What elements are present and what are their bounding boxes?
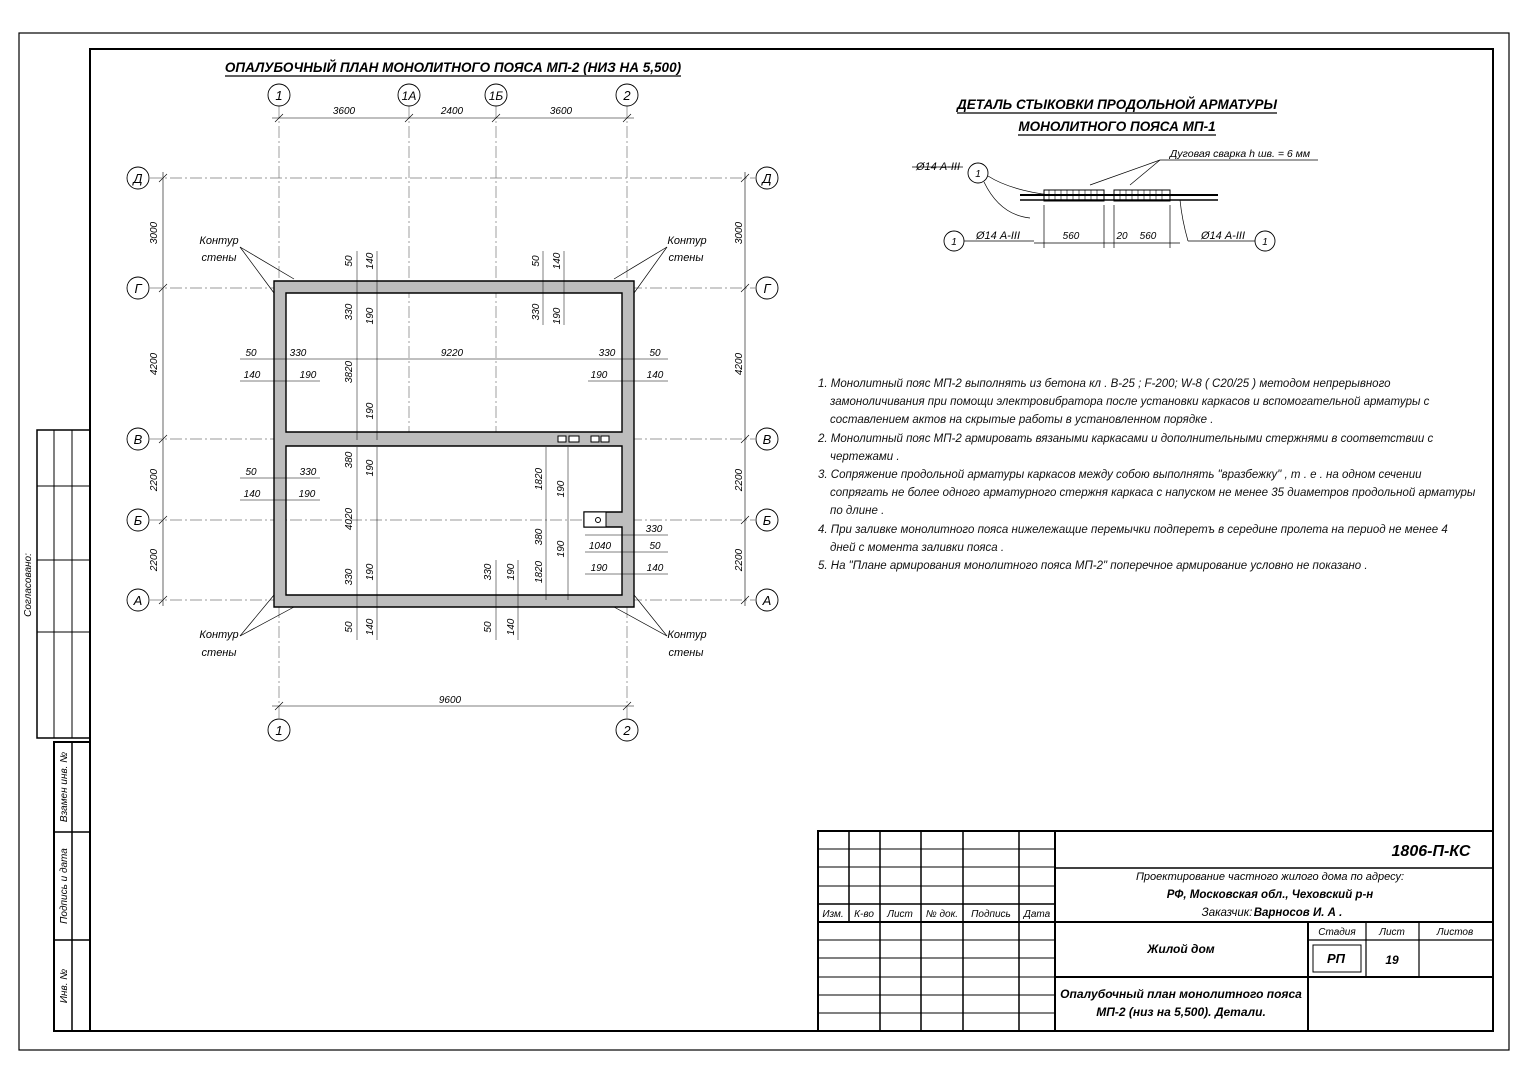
left-dim-2200-b: 2200 [149,548,160,572]
axis-1a-top: 1А [401,89,417,103]
axis-bubbles-side [127,167,778,611]
dim-190-b2: 190 [556,540,567,558]
dim-190-l2: 190 [298,489,316,500]
detail-marker-3: 1 [1262,237,1268,248]
left-dim-4200: 4200 [149,352,160,376]
col-list: Лист [887,909,913,920]
agreed-label: Согласовано: [23,553,34,617]
contour-label-tr-2: стены [668,252,704,264]
weld-note: Дуговая сварка h шв. = 6 мм [1169,148,1311,160]
axis-g-right: Г [763,281,771,296]
dim-190-top-a: 190 [365,307,376,325]
sign-date-label: Подпись и дата [59,848,70,924]
note-line: 4. При заливке монолитного пояса нижележащие перемычки подперетъ в середине пролета на период не менее 4 [818,523,1448,536]
dim-50-bot-a: 50 [344,621,355,633]
doc-code: 1806-П-КС [1391,843,1471,860]
dim-330-l2: 330 [299,467,317,478]
bottom-dim-9600: 9600 [438,695,462,706]
note-line: составлением актов на скрытые работы в установленном порядке . [830,414,1214,427]
top-dim-3600-right: 3600 [549,106,573,117]
dim-9220: 9220 [440,348,464,359]
axis-g-left: Г [134,281,142,296]
dim-190-top-b: 190 [552,307,563,325]
axis-b-right: Б [762,513,772,528]
dim-380-b: 380 [534,528,545,546]
axis-2-bottom: 2 [623,723,631,738]
plan-title: ОПАЛУБОЧНЫЙ ПЛАН МОНОЛИТНОГО ПОЯСА МП-2 (НИЗ НА 5,500) [224,60,682,75]
dim-140-bot-a: 140 [365,618,376,636]
axis-d-right: Д [762,171,772,186]
axis-v-left: В [133,432,143,447]
side-stamp [37,430,90,1031]
contour-label-tl-1: Контур [199,235,239,247]
dim-330-bot-a: 330 [344,568,355,586]
note-line: 2. Монолитный пояс МП-2 армировать вязаными каркасами и дополнительными стержнями в соответствии с [818,432,1434,445]
object-name: Жилой дом [1147,942,1215,956]
axis-2-top: 2 [623,88,631,103]
dim-50-r2: 50 [649,541,661,552]
contour-label-bl-2: стены [201,647,237,659]
dim-330-top-b: 330 [531,303,542,321]
contour-label-tl-2: стены [201,252,237,264]
dim-50-top-a: 50 [344,255,355,267]
detail-bar-label-2: Ø14 А-III [975,230,1021,242]
monolithic-belt [274,281,634,607]
dim-330-bot-b: 330 [483,563,494,581]
dim-4020: 4020 [344,507,355,531]
dim-190-bot-a: 190 [365,563,376,581]
detail-title-1: ДЕТАЛЬ СТЫКОВКИ ПРОДОЛЬНОЙ АРМАТУРЫ [956,97,1278,112]
col-sign: Подпись [971,909,1011,920]
detail-bar-label-1: Ø14 А-III [915,161,961,173]
axis-v-right: В [762,432,772,447]
axis-1-top: 1 [275,88,283,103]
detail-marker-2: 1 [951,237,957,248]
axis-bubbles-top [268,84,638,106]
rebar-splice-detail [912,160,1318,251]
right-dim-4200: 4200 [734,352,745,376]
dim-190-r2: 190 [590,563,608,574]
top-dim-2400: 2400 [440,106,464,117]
detail-dim-560-a: 560 [1062,231,1080,242]
axis-a-right: А [762,593,772,608]
general-notes [818,375,1478,575]
dim-140-r1: 140 [646,370,664,381]
address: РФ, Московская обл., Чеховский р-н [1166,889,1374,901]
stage-value: РП [1326,951,1346,966]
axis-d-left: Д [133,171,143,186]
dim-190-r1: 190 [590,370,608,381]
sheet-value: 19 [1385,953,1399,967]
dim-140-l2: 140 [243,489,261,500]
detail-dim-560-b: 560 [1139,231,1157,242]
note-line: дней с момента заливки пояса . [830,541,1005,554]
contour-label-bl-1: Контур [199,629,239,641]
sheets-label: Листов [1436,927,1474,938]
col-doc: № док. [925,909,959,920]
belt-notch [584,512,606,527]
note-line: по длине . [830,505,885,518]
note-line: 3. Сопряжение продольной арматуры каркасов между собою выполнять "вразбежку" , т . е . на одном сечении [818,469,1422,482]
axis-grid [150,106,755,718]
note-line: чертежами . [830,450,900,463]
instead-inv-label: Взамен инв. № [59,751,70,823]
project-line: Проектирование частного жилого дома по адресу: [1135,871,1405,883]
dim-50-top-b: 50 [531,255,542,267]
customer-label: Заказчик: [1201,907,1253,919]
dim-140-r2: 140 [646,563,664,574]
note-line: замоноличивания при помощи электровибратора после установки каркасов и вспомогательной арматуры с [830,396,1430,409]
dim-330-l1: 330 [289,348,307,359]
dim-190-b1: 190 [556,480,567,498]
dim-50-bot-b: 50 [483,621,494,633]
dim-190-bot-b: 190 [506,563,517,581]
right-dim-2200-b: 2200 [734,548,745,572]
dim-140-bot-b: 140 [506,618,517,636]
inv-no-label: Инв. № [59,968,70,1004]
contour-label-br-1: Контур [667,629,707,641]
sheet-title-2: МП-2 (низ на 5,500). Детали. [1096,1005,1266,1019]
dim-380: 380 [344,451,355,469]
dim-1040: 1040 [588,541,612,552]
dim-330-top-a: 330 [344,303,355,321]
right-dim-3000: 3000 [734,221,745,245]
sheet-label: Лист [1379,927,1405,938]
right-dim-2200-a: 2200 [734,468,745,492]
axis-b-left: Б [133,513,143,528]
customer-name: Варносов И. А . [1253,907,1343,919]
note-line: 5. На "Плане армирования монолитного пояса МП-2" поперечное армирование условно не показано . [818,560,1368,573]
dim-190-l1: 190 [299,370,317,381]
col-kvo: К-во [854,909,874,920]
dim-1820-b: 1820 [534,560,545,584]
detail-dim-20: 20 [1116,231,1128,242]
note-line: 1. Монолитный пояс МП-2 выполнять из бетона кл . В-25 ; F-200; W-8 ( С20/25 ) методом непрерывного [818,378,1391,390]
contour-label-br-2: стены [668,647,704,659]
dim-140-l1: 140 [243,370,261,381]
sheet-title-1: Опалубочный план монолитного пояса [1060,987,1302,1001]
col-date: Дата [1023,909,1051,920]
dim-50-l2: 50 [245,467,257,478]
note-line: сопрягать не более одного арматурного стержня каркаса с напуском не менее 35 диаметров продольной арматуры [830,487,1476,500]
stage-label: Стадия [1318,927,1356,938]
dim-3820: 3820 [344,360,355,384]
detail-marker-1: 1 [975,169,981,180]
dim-50-r1: 50 [649,348,661,359]
axis-1b-top: 1Б [488,89,504,103]
col-izm: Изм. [822,909,844,920]
dim-190-mid-b: 190 [365,459,376,477]
axis-a-left: А [133,593,143,608]
dim-1820-a: 1820 [534,467,545,491]
axis-1-bottom: 1 [275,723,283,738]
dim-330-r2: 330 [645,524,663,535]
left-dim-3000: 3000 [149,221,160,245]
detail-bar-label-3: Ø14 А-III [1200,230,1246,242]
detail-title-2: МОНОЛИТНОГО ПОЯСА МП-1 [1018,119,1216,134]
dim-140-top-a: 140 [365,252,376,270]
top-dim-3600-left: 3600 [332,106,356,117]
dim-50-l1: 50 [245,348,257,359]
contour-label-tr-1: Контур [667,235,707,247]
left-dim-2200-a: 2200 [149,468,160,492]
dim-190-mid: 190 [365,402,376,420]
dim-330-r1: 330 [598,348,616,359]
dim-140-top-b: 140 [552,252,563,270]
